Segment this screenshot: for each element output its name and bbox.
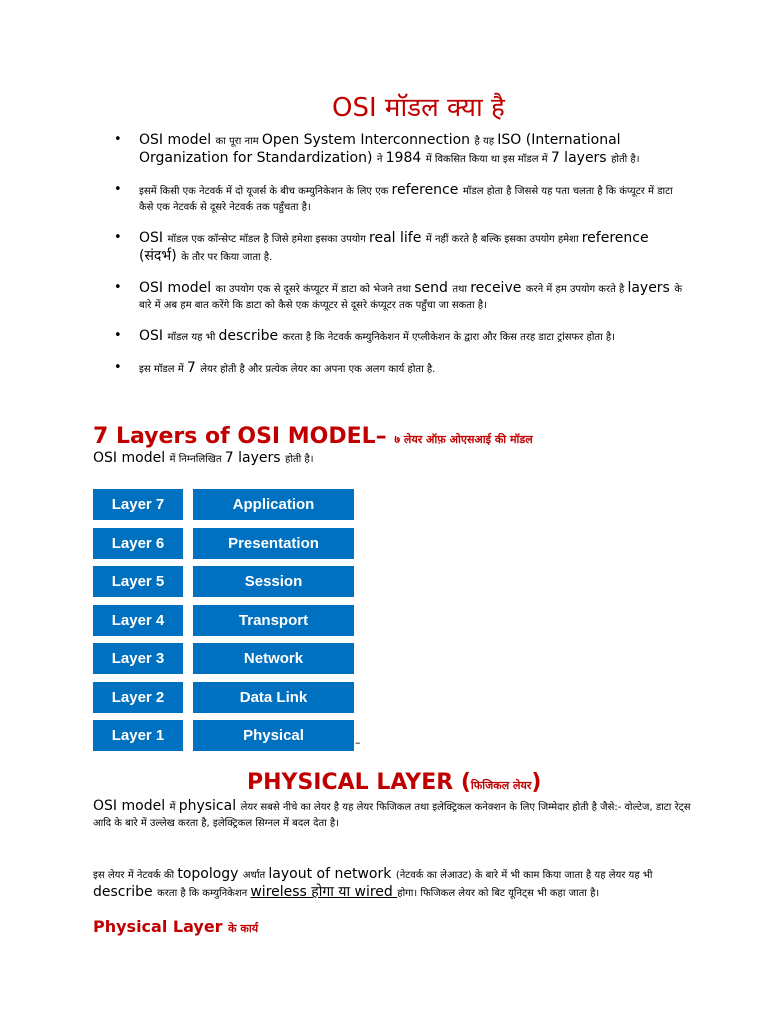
layer-number: Layer 4 [93,605,183,636]
layer-number: Layer 6 [93,528,183,559]
bullet-dot-icon: • [114,280,122,295]
bullet-text: करने में हम उपयोग करते है [525,284,628,295]
bullet-text: इस मॉडल में [139,364,187,375]
p2-h: करता है कि कम्युनिकेशन [157,888,251,899]
p2-g: describe [93,884,158,900]
bullet-dot-icon: • [114,360,122,375]
bullet-text: ISO (International Organization for Standardization) [139,132,621,166]
bullet-item [0,328,690,346]
bullet-text: मॉडल एक कॉन्सेप्ट मॉडल है जिसे हमेशा इसका उपयोग [167,234,370,245]
layer-name: Session [193,566,354,597]
p2-e: (नेटवर्क का लेआउट) [395,870,475,881]
bullet-text: Open System Interconnection [261,132,475,148]
p2-d: layout of network [268,866,396,882]
bullet-text: (संदर्भ) [139,248,182,264]
bullet-text: layers [627,280,675,296]
bullet-text: reference [581,230,649,246]
layer-name: Application [193,489,354,520]
layer-number: Layer 5 [93,566,183,597]
layer-name: Presentation [193,528,354,559]
p2-j: होगा। फिजिकल लेयर को बिट यूनिट्स भी कहा जाता है। [397,888,600,899]
bullet-text: में विकसित किया था इस मॉडल में [425,154,551,165]
layer-number: Layer 2 [93,682,183,713]
p1-b: में [169,802,179,813]
bullet-text: real life [369,230,426,246]
p1-a: OSI model [93,798,170,814]
bullet-text: reference [391,182,463,198]
bullet-dot-icon: • [114,230,122,245]
layer-name: Transport [193,605,354,636]
bullet-dot-icon: • [114,132,122,147]
p2-b: topology [177,866,243,882]
physical-functions-heading [93,917,258,936]
bullet-text: मॉडल यह भी [167,332,219,343]
p1-d: लेयर सबसे नीचे का लेयर है यह लेयर फिजिकल तथा इलेक्ट्रिकल कनेक्शन के लिए जिम्मेदार होती है जैसे:- वोल्टेज, डाटा रेट्स आदि के बारे में उल्लेख करता है, इलेक्ट्रिकल सिग्नल में बदल देता है। [93,802,691,829]
physical-functions-sub: के कार्य [228,922,259,935]
layers-heading-sub: ७ लेयर ऑफ़ ओएसआई की मॉडल [394,433,533,446]
bullet-text: OSI [139,230,168,246]
bullet-text: OSI [139,328,168,344]
layer-number: Layer 1 [93,720,183,751]
bullet-text: send [414,280,453,296]
bullet-text: describe [218,328,283,344]
bullet-text: करता है कि नेटवर्क कम्युनिकेशन में एप्लीकेशन के द्वारा और किस तरह डाटा ट्रांसफर होता है। [282,332,615,343]
bullet-text: receive [470,280,526,296]
bullet-text: OSI model [139,132,216,148]
p1-c: physical [178,798,241,814]
bullet-text: 1984 [385,150,426,166]
physical-heading-main: PHYSICAL LAYER ( [247,770,471,795]
bullet-text: ने [376,154,386,165]
physical-layer-heading [247,770,541,795]
bullet-text: तथा [452,284,471,295]
bullet-text: के तौर पर किया जाता है. [181,252,273,263]
bullet-dot-icon: • [114,182,122,197]
bullet-text: का उपयोग एक से दूसरे कंप्यूटर में डाटा को भेजने तथा [215,284,415,295]
bullet-text: 7 [186,360,201,376]
bullet-text: मॉडल होता है जिससे यह पता चलता है कि कंप्यूटर में डाटा कैसे एक नेटवर्क से दूसरे नेटवर्क तक पहुँचता है। [139,186,673,213]
page-title: OSI मॉडल क्या है [332,93,505,123]
layer-name: Network [193,643,354,674]
bullet-item [0,230,690,266]
bullet-text: के बारे में अब हम बात करेंगे कि डाटा को कैसे एक कंप्यूटर से दूसरे कंप्यूटर तक पहुँचा जा सकता है। [139,284,682,311]
bullet-text: 7 layers [550,150,612,166]
p2-c: अर्थात [242,870,269,881]
layers-intro [93,450,313,466]
layer-number: Layer 3 [93,643,183,674]
layers-heading-main: 7 Layers of OSI MODEL– [93,424,395,449]
layer-name: Data Link [193,682,354,713]
bullet-text: OSI model [139,280,216,296]
bullet-text: में नहीं करते है बल्कि इसका उपयोग हमेशा [425,234,582,245]
layers-intro-b: में निम्नलिखित [169,454,225,465]
layer-number: Layer 7 [93,489,183,520]
intro-bullet-list [0,132,690,392]
bullet-item [0,182,690,216]
bullet-text: इसमें किसी एक नेटवर्क में दो यूजर्स के बीच कम्युनिकेशन के लिए एक [139,186,392,197]
layers-intro-c: 7 layers [224,450,286,466]
bullet-text: लेयर होती है और प्रत्येक लेयर का अपना एक अलग कार्य होता है. [200,364,436,375]
physical-heading-end: ) [531,770,542,795]
layer-name: Physical [193,720,354,751]
bullet-text: का पूरा नाम [215,136,262,147]
physical-heading-sub: फिजिकल लेयर [470,779,532,792]
bullet-text: है यह [474,136,498,147]
layers-intro-d: होती है। [285,454,314,465]
bullet-item [0,280,690,314]
p2-f: के बारे में भी काम किया जाता है यह लेयर यह भी [474,870,653,881]
bullet-item [0,132,690,168]
physical-functions-main: Physical Layer [93,917,229,936]
bullet-text: होती है। [611,154,640,165]
physical-paragraph-1 [93,798,693,832]
layers-heading [93,424,533,449]
p2-a: इस लेयर में नेटवर्क की [93,870,178,881]
p2-i: wireless होगा या wired [250,884,398,900]
layers-intro-a: OSI model [93,450,170,466]
physical-paragraph-2 [93,866,693,902]
bullet-dot-icon: • [114,328,122,343]
dash-mark: – [355,736,361,749]
bullet-item [0,360,690,378]
